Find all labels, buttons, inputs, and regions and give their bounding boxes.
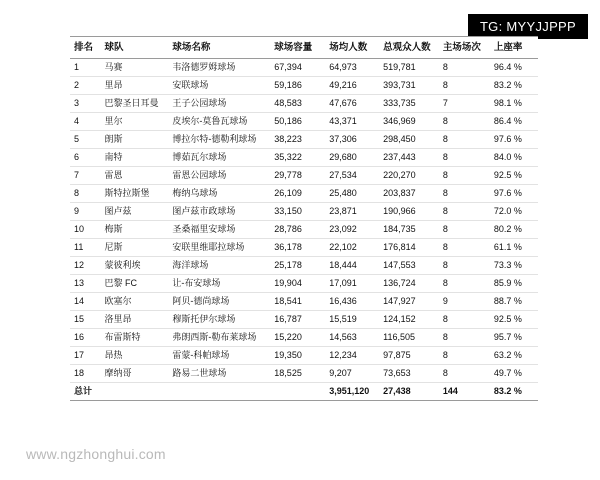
cell-home-matches: 7 <box>442 98 448 108</box>
table-row <box>70 257 538 275</box>
cell-home-matches: 9 <box>442 296 448 306</box>
cell-team: 南特 <box>104 152 123 162</box>
table-row <box>70 365 538 383</box>
cell-utilization: 84.0 % <box>493 152 522 162</box>
cell-utilization: 88.7 % <box>493 296 522 306</box>
table-row <box>70 293 538 311</box>
cell-rank: 6 <box>74 152 80 162</box>
header-total-attendance: 总观众人数 <box>379 37 439 59</box>
table-row <box>70 149 538 167</box>
header-home-matches: 主场场次 <box>439 37 490 59</box>
cell-home-matches: 8 <box>442 62 448 72</box>
cell-stadium: 路易二世球场 <box>172 368 227 378</box>
table-row <box>70 95 538 113</box>
cell-total-attendance: 346,969 <box>383 116 416 126</box>
cell-utilization: 96.4 % <box>493 62 522 72</box>
cell-total-attendance: 124,152 <box>383 314 416 324</box>
cell-stadium: 阿贝-德尚球场 <box>172 296 230 306</box>
cell-rank: 16 <box>74 332 85 342</box>
cell-average: 49,216 <box>329 80 357 90</box>
cell-capacity: 28,786 <box>274 224 302 234</box>
total-cell-total-attendance: 27,438 <box>383 386 411 396</box>
cell-total-attendance: 190,966 <box>383 206 416 216</box>
table-row <box>70 77 538 95</box>
cell-rank: 8 <box>74 188 80 198</box>
cell-stadium: 皮埃尔-莫鲁瓦球场 <box>172 116 248 126</box>
cell-home-matches: 8 <box>442 170 448 180</box>
cell-utilization: 83.2 % <box>493 80 522 90</box>
cell-capacity: 19,350 <box>274 350 302 360</box>
cell-team: 布雷斯特 <box>104 332 141 342</box>
cell-total-attendance: 147,927 <box>383 296 416 306</box>
cell-utilization: 86.4 % <box>493 116 522 126</box>
cell-team: 蒙彼利埃 <box>104 260 141 270</box>
cell-home-matches: 8 <box>442 368 448 378</box>
cell-rank: 14 <box>74 296 85 306</box>
cell-rank: 5 <box>74 134 80 144</box>
cell-utilization: 97.6 % <box>493 188 522 198</box>
cell-utilization: 98.1 % <box>493 98 522 108</box>
header-capacity: 球场容量 <box>270 37 325 59</box>
cell-average: 9,207 <box>329 368 352 378</box>
cell-utilization: 92.5 % <box>493 170 522 180</box>
cell-team: 朗斯 <box>104 134 123 144</box>
table-row <box>70 113 538 131</box>
cell-rank: 7 <box>74 170 80 180</box>
cell-average: 17,091 <box>329 278 357 288</box>
cell-rank: 10 <box>74 224 85 234</box>
cell-utilization: 85.9 % <box>493 278 522 288</box>
header-average: 场均人数 <box>325 37 379 59</box>
cell-home-matches: 8 <box>442 116 448 126</box>
cell-capacity: 67,394 <box>274 62 302 72</box>
cell-total-attendance: 116,505 <box>383 332 416 342</box>
cell-team: 巴黎 FC <box>104 278 137 288</box>
cell-average: 16,436 <box>329 296 357 306</box>
cell-home-matches: 8 <box>442 224 448 234</box>
header-utilization: 上座率 <box>490 37 538 59</box>
cell-team: 里昂 <box>104 80 123 90</box>
cell-home-matches: 8 <box>442 278 448 288</box>
cell-total-attendance: 184,735 <box>383 224 416 234</box>
table-row <box>70 167 538 185</box>
table-total-row <box>70 383 538 401</box>
cell-stadium: 海洋球场 <box>172 260 209 270</box>
table-row <box>70 185 538 203</box>
cell-team: 摩纳哥 <box>104 368 132 378</box>
cell-home-matches: 8 <box>442 188 448 198</box>
cell-rank: 11 <box>74 242 84 252</box>
cell-rank: 1 <box>74 62 80 72</box>
cell-average: 47,676 <box>329 98 357 108</box>
cell-capacity: 38,223 <box>274 134 302 144</box>
cell-team: 洛里昂 <box>104 314 132 324</box>
cell-stadium: 梅纳乌球场 <box>172 188 218 198</box>
cell-home-matches: 8 <box>442 314 448 324</box>
table-header-row <box>70 37 538 59</box>
cell-home-matches: 8 <box>442 206 448 216</box>
cell-home-matches: 8 <box>442 242 448 252</box>
cell-utilization: 97.6 % <box>493 134 522 144</box>
header-stadium: 球场名称 <box>168 37 270 59</box>
tag-badge: TG: MYYJJPPP <box>468 14 588 39</box>
cell-total-attendance: 333,735 <box>383 98 416 108</box>
cell-stadium: 韦洛德罗姆球场 <box>172 62 236 72</box>
cell-rank: 13 <box>74 278 85 288</box>
cell-stadium: 雷恩公园球场 <box>172 170 227 180</box>
cell-total-attendance: 220,270 <box>383 170 416 180</box>
table-body <box>70 59 538 401</box>
total-cell-home-matches: 144 <box>442 386 458 396</box>
cell-average: 43,371 <box>329 116 357 126</box>
cell-home-matches: 8 <box>442 152 448 162</box>
cell-average: 14,563 <box>329 332 357 342</box>
cell-stadium: 博茹瓦尔球场 <box>172 152 227 162</box>
cell-total-attendance: 519,781 <box>383 62 416 72</box>
cell-utilization: 61.1 % <box>493 242 522 252</box>
cell-stadium: 让-布安球场 <box>172 278 221 288</box>
cell-capacity: 48,583 <box>274 98 302 108</box>
cell-capacity: 18,541 <box>274 296 302 306</box>
stats-table-container <box>70 36 538 401</box>
table-row <box>70 59 538 77</box>
cell-home-matches: 8 <box>442 80 448 90</box>
cell-capacity: 36,178 <box>274 242 302 252</box>
cell-utilization: 73.3 % <box>493 260 522 270</box>
cell-capacity: 19,904 <box>274 278 302 288</box>
attendance-table <box>70 36 538 401</box>
cell-capacity: 59,186 <box>274 80 302 90</box>
cell-stadium: 图卢兹市政球场 <box>172 206 236 216</box>
table-row <box>70 275 538 293</box>
cell-stadium: 博拉尔特-德勒利球场 <box>172 134 257 144</box>
cell-utilization: 72.0 % <box>493 206 522 216</box>
cell-team: 雷恩 <box>104 170 123 180</box>
cell-utilization: 92.5 % <box>493 314 522 324</box>
cell-total-attendance: 176,814 <box>383 242 416 252</box>
cell-average: 12,234 <box>329 350 357 360</box>
cell-stadium: 安联里维耶拉球场 <box>172 242 245 252</box>
cell-rank: 4 <box>74 116 80 126</box>
cell-rank: 2 <box>74 80 80 90</box>
table-row <box>70 221 538 239</box>
cell-capacity: 50,186 <box>274 116 302 126</box>
cell-stadium: 弗朗西斯-勒布莱球场 <box>172 332 257 342</box>
total-cell-rank: 总计 <box>74 386 93 396</box>
cell-team: 梅斯 <box>104 224 123 234</box>
cell-capacity: 33,150 <box>274 206 302 216</box>
cell-capacity: 25,178 <box>274 260 302 270</box>
cell-capacity: 15,220 <box>274 332 302 342</box>
cell-average: 23,871 <box>329 206 357 216</box>
cell-total-attendance: 393,731 <box>383 80 416 90</box>
cell-home-matches: 8 <box>442 260 448 270</box>
cell-rank: 9 <box>74 206 80 216</box>
cell-team: 图卢兹 <box>104 206 132 216</box>
cell-average: 15,519 <box>329 314 357 324</box>
cell-total-attendance: 237,443 <box>383 152 416 162</box>
cell-home-matches: 8 <box>442 350 448 360</box>
table-row <box>70 311 538 329</box>
cell-rank: 17 <box>74 350 85 360</box>
header-team: 球队 <box>100 37 168 59</box>
cell-total-attendance: 203,837 <box>383 188 416 198</box>
cell-capacity: 35,322 <box>274 152 302 162</box>
cell-stadium: 雷蒙-科帕球场 <box>172 350 230 360</box>
cell-capacity: 29,778 <box>274 170 302 180</box>
header-rank: 排名 <box>70 37 100 59</box>
total-cell-utilization: 83.2 % <box>493 386 522 396</box>
table-row <box>70 329 538 347</box>
cell-stadium: 王子公园球场 <box>172 98 227 108</box>
cell-home-matches: 8 <box>442 332 448 342</box>
cell-average: 22,102 <box>329 242 357 252</box>
cell-team: 尼斯 <box>104 242 123 252</box>
cell-stadium: 安联球场 <box>172 80 209 90</box>
total-cell-capacity <box>270 383 325 401</box>
cell-total-attendance: 298,450 <box>383 134 416 144</box>
cell-total-attendance: 97,875 <box>383 350 411 360</box>
cell-team: 欧塞尔 <box>104 296 132 306</box>
total-cell-stadium <box>168 383 270 401</box>
cell-rank: 3 <box>74 98 80 108</box>
cell-utilization: 63.2 % <box>493 350 522 360</box>
table-header <box>70 37 538 59</box>
cell-utilization: 80.2 % <box>493 224 522 234</box>
cell-team: 里尔 <box>104 116 123 126</box>
total-cell-average: 3,951,120 <box>329 386 370 396</box>
cell-team: 斯特拉斯堡 <box>104 188 150 198</box>
table-row <box>70 203 538 221</box>
cell-capacity: 26,109 <box>274 188 302 198</box>
cell-average: 23,092 <box>329 224 357 234</box>
cell-team: 巴黎圣日耳曼 <box>104 98 159 108</box>
cell-average: 27,534 <box>329 170 357 180</box>
cell-average: 29,680 <box>329 152 357 162</box>
cell-utilization: 95.7 % <box>493 332 522 342</box>
cell-home-matches: 8 <box>442 134 448 144</box>
cell-average: 25,480 <box>329 188 357 198</box>
cell-average: 64,973 <box>329 62 357 72</box>
cell-team: 马赛 <box>104 62 123 72</box>
total-cell-team <box>100 383 168 401</box>
cell-rank: 12 <box>74 260 85 270</box>
cell-rank: 18 <box>74 368 85 378</box>
watermark: www.ngzhonghui.com <box>26 446 166 462</box>
cell-total-attendance: 136,724 <box>383 278 416 288</box>
cell-stadium: 圣桑福里安球场 <box>172 224 236 234</box>
table-row <box>70 239 538 257</box>
cell-capacity: 18,525 <box>274 368 302 378</box>
cell-total-attendance: 147,553 <box>383 260 416 270</box>
cell-average: 37,306 <box>329 134 357 144</box>
cell-average: 18,444 <box>329 260 357 270</box>
cell-utilization: 49.7 % <box>493 368 522 378</box>
cell-stadium: 穆斯托伊尔球场 <box>172 314 236 324</box>
cell-rank: 15 <box>74 314 85 324</box>
cell-capacity: 16,787 <box>274 314 302 324</box>
cell-team: 昂热 <box>104 350 123 360</box>
table-row <box>70 131 538 149</box>
table-row <box>70 347 538 365</box>
cell-total-attendance: 73,653 <box>383 368 411 378</box>
